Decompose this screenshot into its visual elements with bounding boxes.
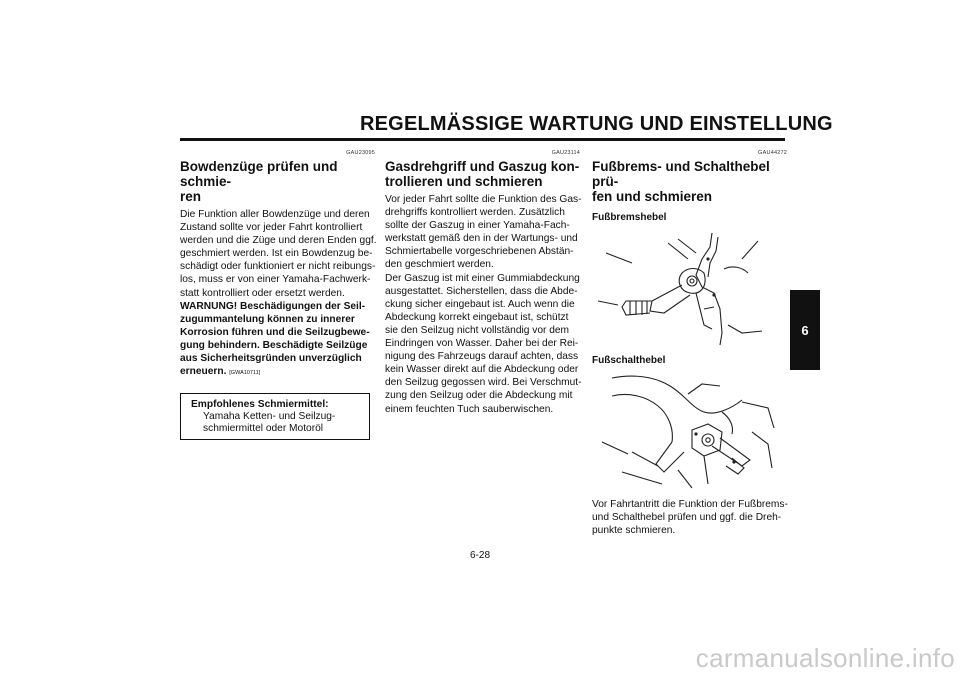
heading-line: Gasdrehgriff und Gaszug kon- (385, 159, 580, 174)
body-line: und Schalthebel prüfen und ggf. die Dreh- (592, 512, 782, 524)
brake-pedal-illustration (592, 229, 782, 347)
section-code: GAU23095 (346, 150, 375, 156)
warning-line: WARNUNG! Beschädigungen der Seil- (180, 300, 366, 312)
body-line: kein Wasser direkt auf die Abdeckung oder (385, 364, 579, 376)
subheading-brake-pedal: Fußbremshebel (592, 212, 667, 223)
body-line: los, muss er von einer Yamaha-Fachwerk- (180, 274, 371, 286)
body-line: Schmiertabelle vorgeschriebenen Abstän- (385, 246, 574, 258)
warning-text: erneuern. (180, 366, 227, 378)
chapter-tab: 6 (790, 290, 820, 370)
warning-code: [GWA10711] (229, 370, 261, 377)
lubricant-box-line: schmiermittel oder Motoröl (203, 423, 324, 435)
body-line: Die Funktion aller Bowdenzüge und deren (180, 209, 370, 220)
body-line: werden und die Züge und deren Enden ggf. (180, 235, 377, 247)
body-line: nigung des Fahrzeugs darauf achten, dass (385, 351, 579, 363)
warning-line: gung behindern. Beschädigte Seilzüge (180, 339, 368, 351)
body-line: Vor Fahrtantritt die Funktion der Fußbrems- (592, 499, 788, 510)
body-line: Eindringen von Wasser. Daher bei der Rei- (385, 338, 579, 350)
heading-line: Fußbrems- und Schalthebel prü- (592, 159, 770, 189)
lubricant-box (180, 393, 370, 440)
lubricant-box-line: Yamaha Ketten- und Seilzug- (203, 411, 336, 423)
page-number: 6-28 (469, 550, 490, 561)
heading-line: ren (180, 189, 202, 204)
heading-line: fen und schmieren (592, 189, 713, 204)
heading-line: trollieren und schmieren (385, 174, 543, 189)
section-bowden-cables (180, 150, 375, 440)
section-heading (592, 159, 787, 204)
heading-line: Bowdenzüge prüfen und schmie- (180, 159, 338, 189)
header-rule (180, 138, 785, 141)
body-line: sie den Seilzug nicht vollständig vor dem (385, 324, 570, 336)
watermark-text: carmanualsonline.info (695, 643, 955, 673)
body-line: Vor jeder Fahrt sollte die Funktion des Gas- (385, 194, 582, 205)
body-line: Abdeckung korrekt eingebaut ist, schützt (385, 311, 569, 323)
body-line: den geschmiert werden. (385, 259, 494, 271)
body-line: Zustand sollte vor jeder Fahrt kontrolliert (180, 222, 363, 234)
body-line: einem feuchten Tuch sauberwischen. (385, 403, 554, 415)
body-line: zung den Seilzug oder die Abdeckung mit (385, 390, 573, 402)
body-line: ausgestattet. Sicherstellen, dass die Abde- (385, 285, 578, 297)
body-line: schädigt oder funktioniert er nicht reibungs- (180, 261, 376, 273)
section-heading (385, 159, 580, 189)
warning-line-last (180, 365, 375, 380)
body-line: den Seilzug gegossen wird. Bei Verschmut- (385, 377, 582, 389)
body-line: sollte der Gaszug in einer Yamaha-Fach- (385, 220, 570, 232)
warning-line: aus Sicherheitsgründen unverzüglich (180, 353, 362, 365)
body-line: drehgriffs kontrolliert werden. Zusätzlich (385, 207, 565, 219)
lubricant-box-title: Empfohlenes Schmiermittel: (191, 399, 329, 411)
body-line: geschmiert werden. Ist ein Bowdenzug be- (180, 248, 373, 260)
body-line: ckung sicher eingebaut ist. Auch wenn die (385, 298, 575, 310)
section-code: GAU23114 (551, 150, 580, 156)
page-header-title: REGELMÄSSIGE WARTUNG UND EINSTELLUNG (360, 113, 833, 135)
section-throttle (385, 150, 580, 416)
body-line: statt kontrolliert oder ersetzt werden. (180, 287, 345, 299)
section-pedals (592, 150, 787, 537)
shift-pedal-illustration (592, 372, 782, 492)
subheading-shift-pedal: Fußschalthebel (592, 355, 666, 366)
section-code: GAU44272 (758, 150, 787, 156)
warning-line: Korrosion führen und die Seilzugbewe- (180, 326, 370, 338)
warning-line: zugummantelung können zu innerer (180, 313, 355, 325)
section-heading (180, 159, 375, 204)
body-line: werkstatt gemäß den in der Wartungs- und (385, 233, 578, 245)
body-line: punkte schmieren. (592, 525, 676, 537)
body-line: Der Gaszug ist mit einer Gummiabdeckung (385, 272, 580, 284)
